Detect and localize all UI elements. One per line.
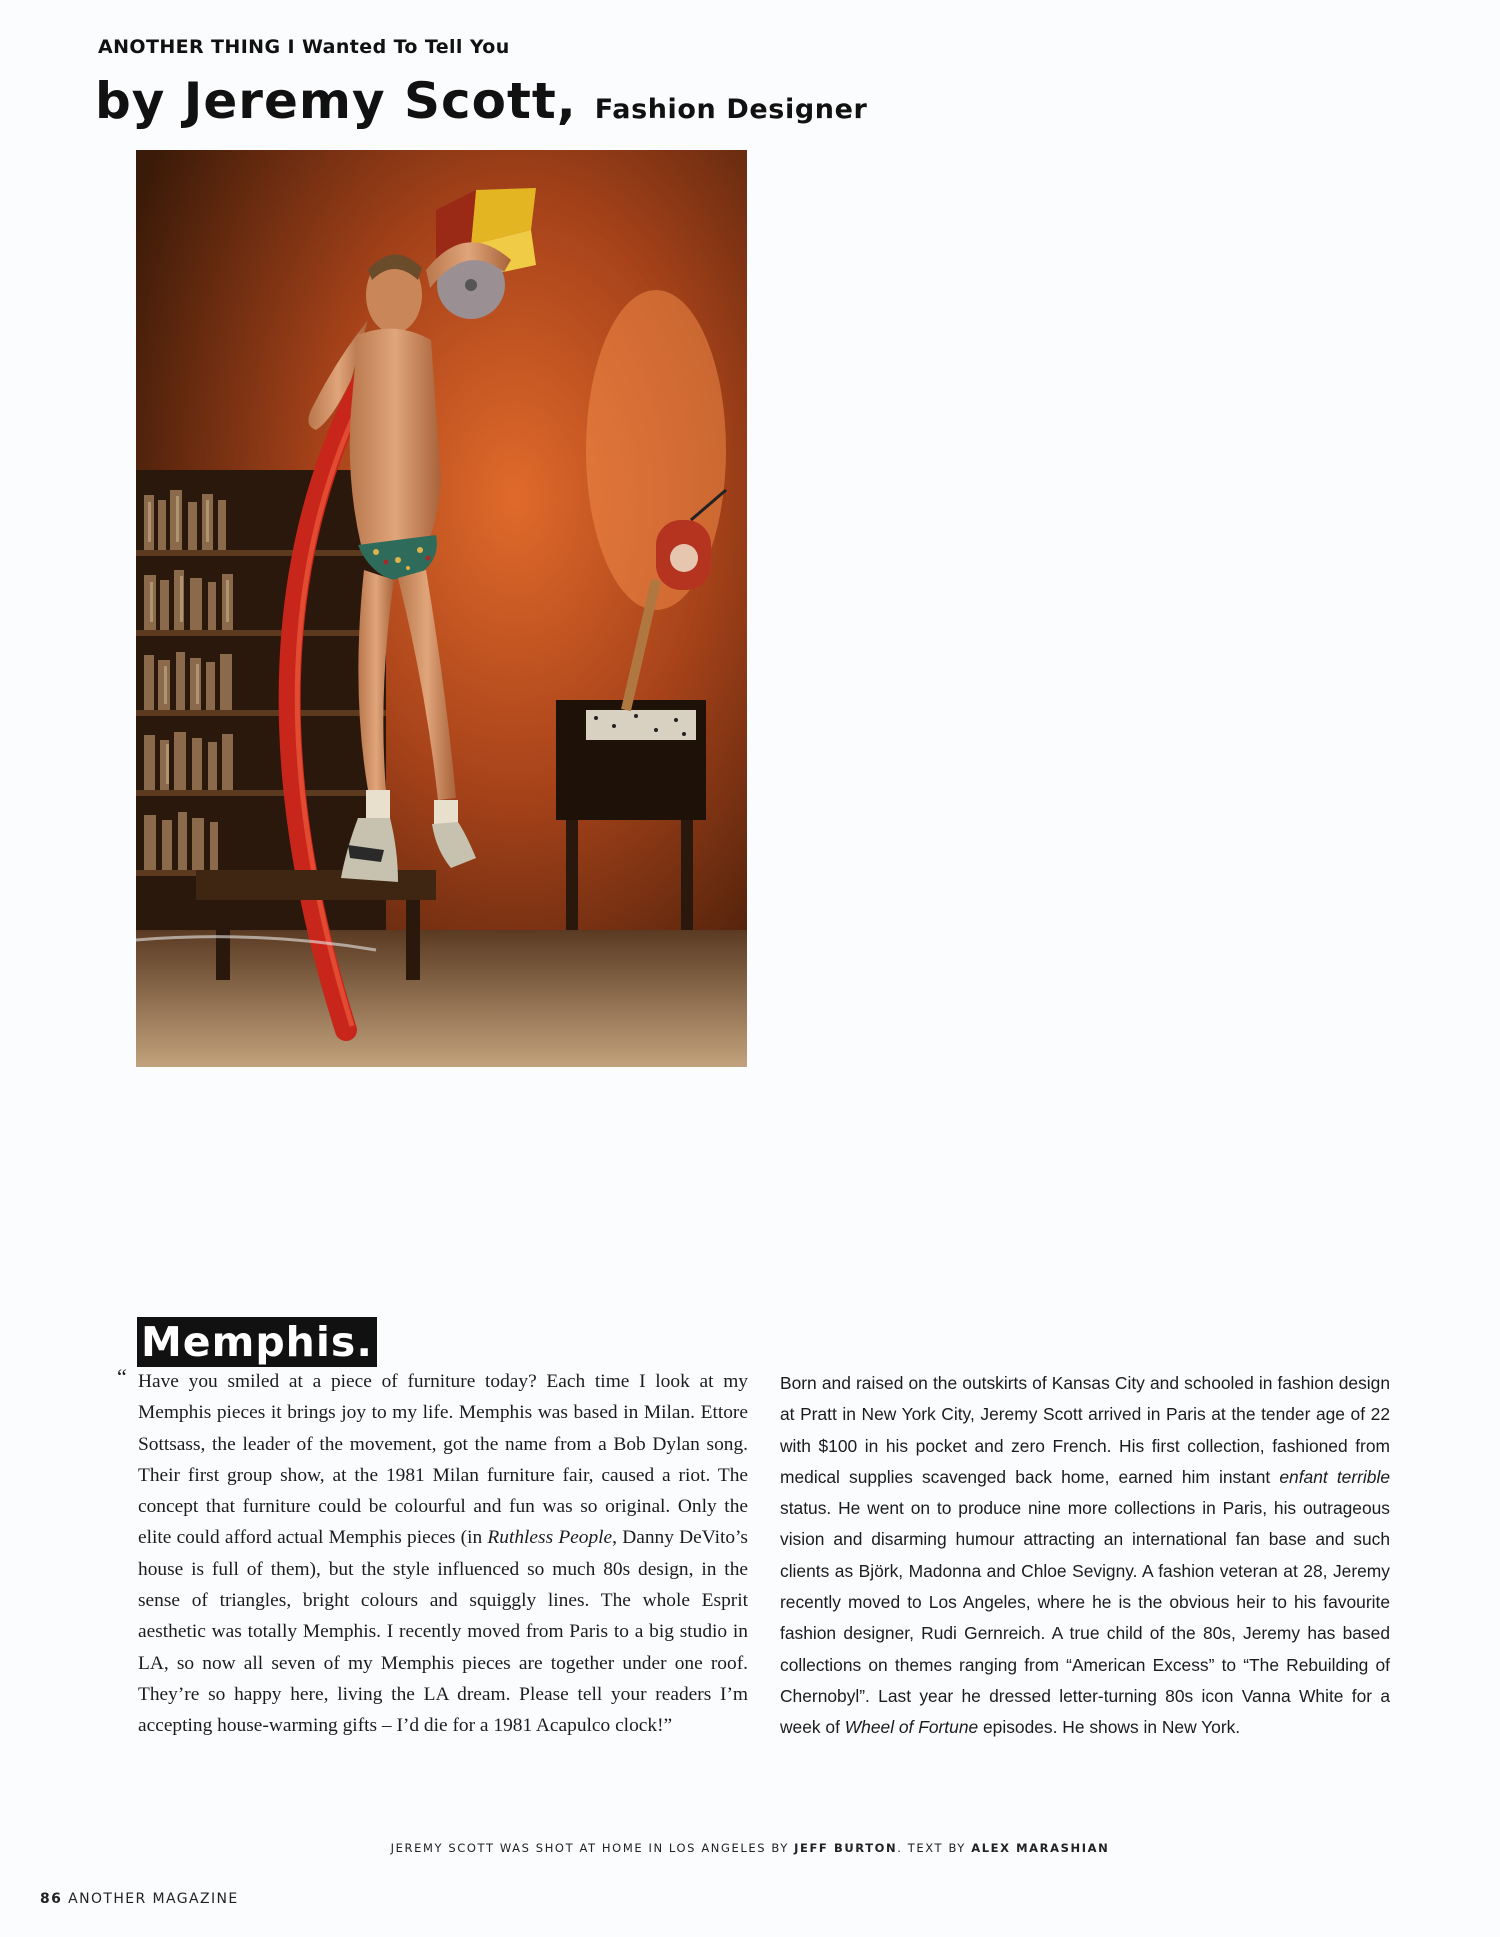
- bio-text-part3: episodes. He shows in New York.: [978, 1717, 1241, 1738]
- quote-column: [138, 1366, 748, 1742]
- bio-show-title: Wheel of Fortune: [844, 1717, 979, 1738]
- credit-photographer: JEFF BURTON: [794, 1841, 898, 1855]
- quote-film-title: Ruthless People: [487, 1527, 613, 1549]
- page-number: 86: [40, 1891, 63, 1907]
- photo-credit: [0, 1841, 1500, 1855]
- photo-illustration: [136, 150, 747, 1067]
- bio-term: enfant terrible: [1279, 1466, 1390, 1487]
- credit-middle: . TEXT BY: [897, 1841, 972, 1855]
- bio-column: [780, 1368, 1390, 1744]
- headline-role: Fashion Designer: [594, 94, 868, 125]
- bio-text-part2: status. He went on to produce nine more collections in Paris, his outrageous vision and disarming humour attracting an international fan base and such clients as Björk, Madonna and Chloe Sevigny. A fashion veteran at 28, Jeremy recently moved to Los Angeles, where he is the obvious heir to his favourite fashion designer, Rudi Gernreich. A true child of the 80s, Jeremy has based collections on themes ranging from “American Excess” to “The Rebuilding of Chernobyl”. Last year he dressed letter-turning 80s icon Vanna White for a week of: [780, 1498, 1390, 1738]
- portrait-photo: [136, 150, 747, 1067]
- headline-text: by Jeremy Scott,: [95, 72, 577, 130]
- section-kicker: ANOTHER THING I Wanted To Tell You: [98, 36, 510, 58]
- section-heading: Memphis.: [137, 1317, 377, 1367]
- quote-text-part2: , Danny DeVito’s house is full of them), but the style influenced so much 80s design, in the sense of triangles, bright colours and squiggly lines. The whole Esprit aesthetic was totally Memphis. I recently moved from Paris to a big studio in LA, so now all seven of my Memphis pieces are together under one roof. They’re so happy here, living the LA dream. Please tell your readers I’m accepting house-warming gifts – I’d die for a 1981 Acapulco clock!: [138, 1527, 748, 1737]
- credit-prefix: JEREMY SCOTT WAS SHOT AT HOME IN LOS ANGELES BY: [390, 1841, 795, 1855]
- quote-text-part1: Have you smiled at a piece of furniture today? Each time I look at my Memphis pieces it brings joy to my life. Memphis was based in Milan. Ettore Sottsass, the leader of the movement, got the name from a Bob Dylan song. Their first group show, at the 1981 Milan furniture fair, caused a riot. The concept that furniture could be colourful and fun was so original. Only the elite could afford actual Memphis pieces (in: [138, 1371, 748, 1549]
- credit-writer: ALEX MARASHIAN: [971, 1841, 1110, 1855]
- low-table: [196, 870, 436, 900]
- bio-text-part1: Born and raised on the outskirts of Kansas City and schooled in fashion design at Pratt in New York City, Jeremy Scott arrived in Paris at the tender age of 22 with $100 in his pocket and zero French. His first collection, fashioned from medical supplies scavenged back home, earned him instant: [780, 1373, 1390, 1487]
- article-headline: [95, 72, 867, 130]
- page-folio: [40, 1891, 239, 1907]
- quote-close-mark: ”: [663, 1715, 673, 1737]
- quote-open-mark: “: [117, 1364, 127, 1389]
- publication-name: ANOTHER MAGAZINE: [68, 1891, 239, 1907]
